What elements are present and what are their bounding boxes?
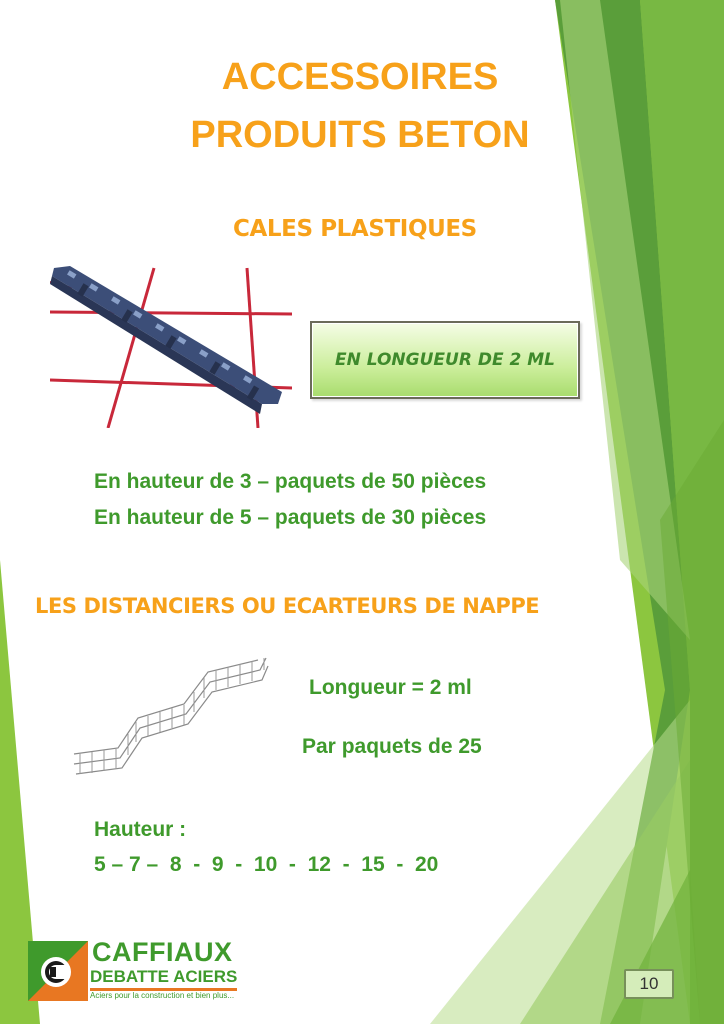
title-line-1: ACCESSOIRES xyxy=(221,56,499,98)
callout-text: EN LONGUEUR DE 2 ML xyxy=(335,350,555,370)
section-heading-distanciers: LES DISTANCIERS OU ECARTEURS DE NAPPE xyxy=(35,594,540,618)
logo-mark-icon xyxy=(28,941,88,1001)
distancier-longueur: Longueur = 2 ml xyxy=(309,676,472,699)
hauteur-label: Hauteur : xyxy=(94,818,187,841)
callout-box-longueur xyxy=(310,321,580,399)
company-logo xyxy=(28,939,238,1007)
cales-line-2: En hauteur de 5 – paquets de 30 pièces xyxy=(94,506,487,529)
brand-subname: DEBATTE ACIERS xyxy=(90,967,237,991)
brand-tagline: Aciers pour la construction et bien plus... xyxy=(90,991,235,1000)
page-number: 10 xyxy=(624,969,674,999)
cales-line-1: En hauteur de 3 – paquets de 50 pièces xyxy=(94,470,487,493)
section-heading-cales: CALES PLASTIQUES xyxy=(233,216,477,242)
page-title xyxy=(140,48,580,164)
brand-name: CAFFIAUX xyxy=(92,937,233,967)
cales-plastiques-image xyxy=(50,264,292,428)
title-line-2: PRODUITS BETON xyxy=(190,114,530,156)
hauteur-values: 5 – 7 – 8 - 9 - 10 - 12 - 15 - 20 xyxy=(94,853,439,876)
distancier-image xyxy=(70,654,270,780)
distancier-paquets: Par paquets de 25 xyxy=(302,735,482,758)
